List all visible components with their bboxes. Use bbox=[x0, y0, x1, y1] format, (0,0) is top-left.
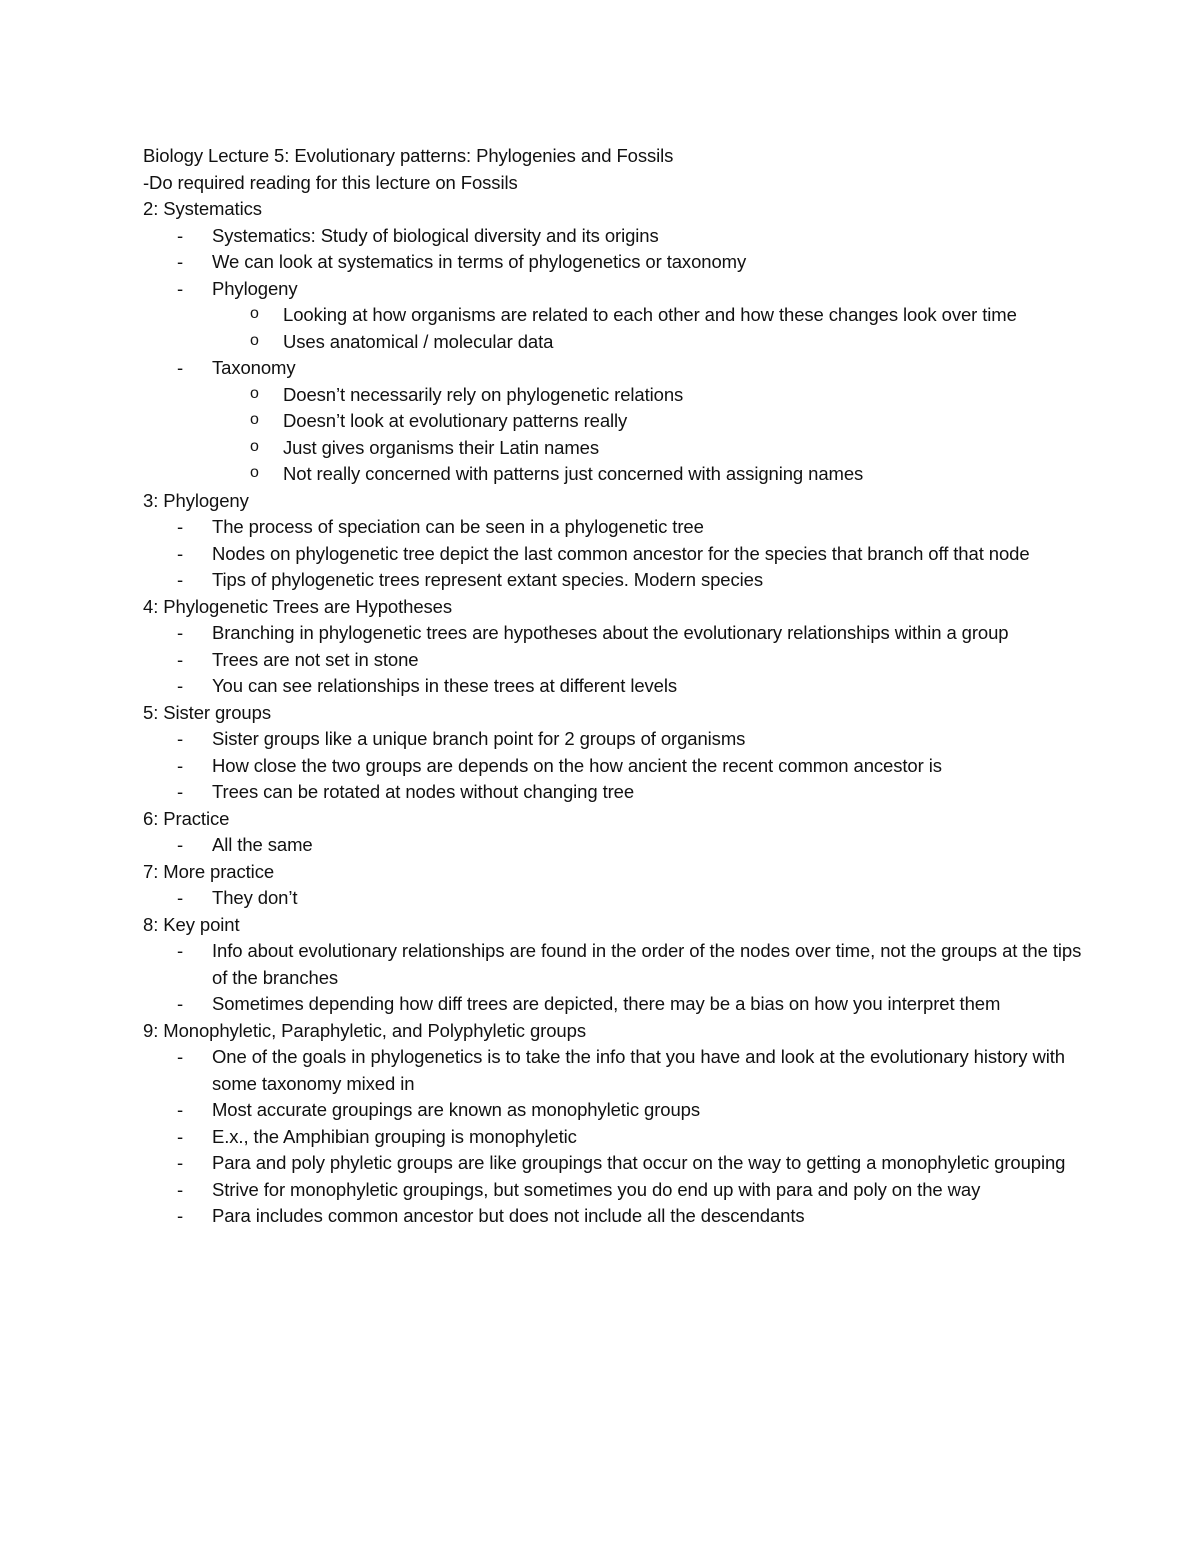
sub-bullet-item: o Just gives organisms their Latin names bbox=[143, 435, 1083, 462]
section-heading: 2: Systematics bbox=[143, 198, 262, 219]
section bbox=[143, 859, 1083, 912]
section-heading: 8: Key point bbox=[143, 913, 240, 935]
section-list bbox=[143, 196, 1083, 1230]
bullet-item: - You can see relationships in these trees at different levels bbox=[143, 673, 1083, 700]
section-heading: 9: Monophyletic, Paraphyletic, and Polyphyletic groups bbox=[143, 1019, 586, 1041]
bullet-item: - Most accurate groupings are known as monophyletic groups bbox=[143, 1097, 1083, 1124]
bullet-item: - Taxonomy bbox=[143, 355, 1083, 382]
reading-note: -Do required reading for this lecture on Fossils bbox=[143, 171, 518, 193]
bullet-item: - They don’t bbox=[143, 885, 1083, 912]
bullet-item: - Nodes on phylogenetic tree depict the last common ancestor for the species that branch off that node bbox=[143, 541, 1083, 568]
section bbox=[143, 594, 1083, 700]
bullet-item: - All the same bbox=[143, 832, 1083, 859]
bullet-item: - Para includes common ancestor but does not include all the descendants bbox=[143, 1203, 1083, 1230]
bullet-item: - Info about evolutionary relationships are found in the order of the nodes over time, not the groups at the tips of the branches bbox=[143, 938, 1083, 991]
section bbox=[143, 912, 1083, 1018]
section-heading: 3: Phylogeny bbox=[143, 489, 249, 511]
bullet-item: - One of the goals in phylogenetics is to take the info that you have and look at the evolutionary history with some taxonomy mixed in bbox=[143, 1044, 1083, 1097]
section-heading: 5: Sister groups bbox=[143, 701, 271, 723]
sub-bullet-item: o Doesn’t look at evolutionary patterns really bbox=[143, 408, 1083, 435]
document-title: Biology Lecture 5: Evolutionary patterns: Phylogenies and Fossils bbox=[143, 145, 674, 166]
bullet-item: - Trees are not set in stone bbox=[143, 647, 1083, 674]
bullet-item: - Branching in phylogenetic trees are hypotheses about the evolutionary relationships within a group bbox=[143, 620, 1083, 647]
bullet-item: - Para and poly phyletic groups are like groupings that occur on the way to getting a monophyletic grouping bbox=[143, 1150, 1083, 1177]
bullet-item: - Tips of phylogenetic trees represent extant species. Modern species bbox=[143, 567, 1083, 594]
section bbox=[143, 806, 1083, 859]
sub-bullet-item: o Looking at how organisms are related to each other and how these changes look over time bbox=[143, 302, 1083, 329]
bullet-item: - E.x., the Amphibian grouping is monophyletic bbox=[143, 1124, 1083, 1151]
bullet-item: - How close the two groups are depends on the how ancient the recent common ancestor is bbox=[143, 753, 1083, 780]
section bbox=[143, 196, 1083, 488]
section-heading: 6: Practice bbox=[143, 807, 230, 829]
section bbox=[143, 700, 1083, 806]
bullet-item: - Sometimes depending how diff trees are depicted, there may be a bias on how you interpret them bbox=[143, 991, 1083, 1018]
bullet-item: - Trees can be rotated at nodes without changing tree bbox=[143, 779, 1083, 806]
sub-bullet-item: o Not really concerned with patterns just concerned with assigning names bbox=[143, 461, 1083, 488]
bullet-item: - Phylogeny bbox=[143, 276, 1083, 303]
bullet-item: - Systematics: Study of biological diversity and its origins bbox=[143, 223, 1083, 250]
bullet-item: - The process of speciation can be seen in a phylogenetic tree bbox=[143, 514, 1083, 541]
bullet-item: - We can look at systematics in terms of phylogenetics or taxonomy bbox=[143, 249, 1083, 276]
section-heading: 4: Phylogenetic Trees are Hypotheses bbox=[143, 595, 453, 617]
section bbox=[143, 488, 1083, 594]
sub-bullet-item: o Doesn’t necessarily rely on phylogenetic relations bbox=[143, 382, 1083, 409]
section-heading: 7: More practice bbox=[143, 860, 275, 882]
sub-bullet-item: o Uses anatomical / molecular data bbox=[143, 329, 1083, 356]
bullet-item: - Strive for monophyletic groupings, but sometimes you do end up with para and poly on the way bbox=[143, 1177, 1083, 1204]
bullet-item: - Sister groups like a unique branch point for 2 groups of organisms bbox=[143, 726, 1083, 753]
lecture-notes bbox=[143, 143, 1083, 1230]
section bbox=[143, 1018, 1083, 1230]
